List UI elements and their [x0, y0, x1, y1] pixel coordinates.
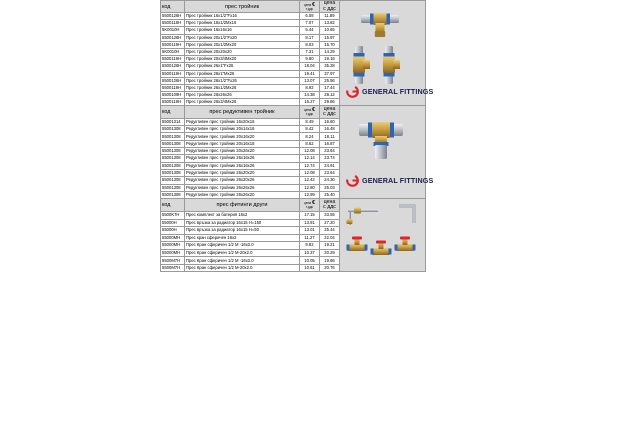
price-value: 8.24 — [300, 133, 320, 140]
product-name: Прес кран сферичен 16x2 — [185, 234, 300, 242]
price-with-vat: 24.30 — [320, 177, 340, 184]
price-with-vat: 11.89 — [320, 13, 340, 20]
product-name: Прес връзка за радиатор 16x15 Н=150 — [185, 219, 300, 227]
price-with-vat: 16.11 — [320, 133, 340, 140]
product-code: 55001308 — [161, 126, 185, 133]
product-code: 5500119Н — [161, 99, 185, 106]
price-with-vat: 10.65 — [320, 27, 340, 34]
price-with-vat: 16.87 — [320, 140, 340, 147]
product-name: Прес тройник 20x1/2Mx20 — [185, 41, 300, 48]
product-code: 5500М7Н — [161, 257, 185, 265]
price-value: 6.08 — [300, 13, 320, 20]
price-value: 8.42 — [300, 126, 320, 133]
price-with-vat: 35.28 — [320, 63, 340, 70]
product-code: 55000МН — [161, 242, 185, 250]
product-code: 5K0010Н — [161, 48, 185, 55]
price-value: 10.37 — [300, 249, 320, 257]
ball-valve-product-image — [346, 235, 368, 259]
price-with-vat: 17.44 — [320, 84, 340, 91]
price-with-vat: 19.66 — [320, 257, 340, 265]
price-with-vat: 23.64 — [320, 148, 340, 155]
ddc-label: цена — [323, 105, 336, 112]
column-ddc-header — [320, 106, 340, 118]
product-code: 55001308 — [161, 184, 185, 191]
product-name: Редуктивен прес тройник 26x16x26 — [185, 162, 300, 169]
price-with-vat: 29.86 — [320, 99, 340, 106]
product-code: 5500М7Н — [161, 264, 185, 272]
price-with-vat: 27.20 — [320, 219, 340, 227]
section-3-image-cell — [340, 199, 426, 272]
general-fittings-logo — [346, 85, 433, 98]
price-value: 19.41 — [300, 70, 320, 77]
price-value: 12.14 — [300, 155, 320, 162]
product-code: 55000МН — [161, 249, 185, 257]
price-label: цена — [304, 201, 312, 206]
price-value: 9.80 — [300, 56, 320, 63]
price-with-vat: 25.40 — [320, 191, 340, 198]
price-value: 10.61 — [300, 264, 320, 272]
price-with-vat: 19.21 — [320, 242, 340, 250]
price-value: 13.01 — [300, 227, 320, 235]
price-value: 17.15 — [300, 212, 320, 220]
product-code: 55001308 — [161, 148, 185, 155]
product-code: 55001308 — [161, 162, 185, 169]
product-code: 5500119Н — [161, 70, 185, 77]
price-value: 13.07 — [300, 77, 320, 84]
price-with-vat: 24.91 — [320, 162, 340, 169]
ddc-sub: с ддс — [323, 111, 336, 118]
product-name: Прес комплект за батерия 16x2 — [185, 212, 300, 220]
price-value: 10.05 — [300, 257, 320, 265]
product-name: Прес тройник 26x1/2"Fx26 — [185, 77, 300, 84]
product-code: 55001308 — [161, 155, 185, 162]
price-with-vat: 23.64 — [320, 169, 340, 176]
price-with-vat: 37.97 — [320, 70, 340, 77]
price-with-vat: 16.60 — [320, 118, 340, 125]
price-with-vat: 25.44 — [320, 227, 340, 235]
product-code: 55001308 — [161, 177, 185, 184]
ball-valve-product-image — [394, 235, 416, 259]
price-table — [160, 0, 434, 272]
product-code: 55000Н — [161, 227, 185, 235]
price-value: 7.31 — [300, 48, 320, 55]
product-name: Прес тройник 26x3/4Mx26 — [185, 99, 300, 106]
price-value: 12.08 — [300, 148, 320, 155]
ddc-label: цена — [323, 0, 336, 7]
general-fittings-logo-icon — [346, 174, 359, 187]
product-name: Редуктивен прес тройник 26x26x20 — [185, 191, 300, 198]
product-name: Прес тройник 26x1/2Mx26 — [185, 84, 300, 91]
price-with-vat: 14.29 — [320, 48, 340, 55]
product-name: Прес тройник 20x20x20 — [185, 48, 300, 55]
brand-name: GENERAL FITTINGS — [362, 87, 434, 96]
price-with-vat: 20.29 — [320, 249, 340, 257]
product-name: Прес връзка за радиатор 16x15 Н=50 — [185, 227, 300, 235]
price-table-body — [161, 0, 434, 272]
price-sub: т.ддс — [305, 205, 314, 210]
product-name: Прес тройник 16x1/2"Fx16 — [185, 13, 300, 20]
press-tee-side-product-image — [376, 45, 402, 87]
product-name: Прес Кран сферичен 1/2 М-20x2.0 — [185, 249, 300, 257]
column-code-header: код — [161, 199, 185, 212]
product-name: Прес Кран сферичен 1/2 М-20x2.0 — [185, 264, 300, 272]
price-with-vat: 23.74 — [320, 155, 340, 162]
section-header-row — [161, 199, 426, 212]
product-name: Прес тройник 20x3/4Mx20 — [185, 56, 300, 63]
price-with-vat: 19.16 — [320, 56, 340, 63]
section-title: прес тройник — [185, 1, 300, 13]
price-with-vat: 15.97 — [320, 34, 340, 41]
price-value: 7.07 — [300, 20, 320, 27]
section-title: прес фитинги други — [185, 199, 300, 212]
product-name: Редуктивен прес тройник 26x16x26 — [185, 155, 300, 162]
product-name: Прес тройник 26x1"Fx26 — [185, 63, 300, 70]
product-code: 5500109Н — [161, 92, 185, 99]
product-name: Прес тройник 20x1/2"Fx20 — [185, 34, 300, 41]
column-ddc-header — [320, 1, 340, 13]
price-value: 14.38 — [300, 92, 320, 99]
price-value: 12.80 — [300, 184, 320, 191]
price-value: 18.04 — [300, 63, 320, 70]
price-value: 9.82 — [300, 242, 320, 250]
general-fittings-logo — [346, 174, 433, 187]
product-code: 5500126Н — [161, 63, 185, 70]
price-currency: € — [312, 200, 315, 207]
price-value: 11.27 — [300, 234, 320, 242]
price-value: 8.62 — [300, 140, 320, 147]
price-value: 8.92 — [300, 84, 320, 91]
price-sub: т.ддс — [305, 6, 314, 11]
price-with-vat: 25.03 — [320, 184, 340, 191]
column-ddc-header — [320, 199, 340, 212]
product-name: Редуктивен прес тройник 16x20x16 — [185, 118, 300, 125]
reducing-tee-product-image — [358, 118, 404, 162]
price-label: цена — [304, 2, 312, 7]
product-code: 55001308 — [161, 191, 185, 198]
price-with-vat: 25.56 — [320, 77, 340, 84]
section-header-row — [161, 106, 426, 118]
price-value: 8.03 — [300, 41, 320, 48]
price-value: 12.08 — [300, 169, 320, 176]
product-code: 55001308 — [161, 169, 185, 176]
column-price-header — [300, 1, 320, 13]
radiator-connector-product-image — [346, 205, 392, 229]
section-2-image-cell — [340, 106, 434, 199]
price-currency: € — [312, 107, 315, 114]
price-value: 8.49 — [300, 118, 320, 125]
product-name: Редуктивен прес тройник 26x26x26 — [185, 184, 300, 191]
price-value: 12.99 — [300, 191, 320, 198]
product-name: Прес Кран сферичен 1/2 М -16x2.0 — [185, 257, 300, 265]
product-name: Прес тройник 26x26x26 — [185, 92, 300, 99]
price-value: 5.44 — [300, 27, 320, 34]
product-name: Прес тройник 16x1/2Mx16 — [185, 20, 300, 27]
product-name: Прес тройник 16x16x16 — [185, 27, 300, 34]
price-value: 12.74 — [300, 162, 320, 169]
section-1-image-cell — [340, 1, 434, 106]
product-code: 5500119Н — [161, 84, 185, 91]
column-code-header: код — [161, 1, 185, 13]
product-code: 55000МН — [161, 234, 185, 242]
brand-name: GENERAL FITTINGS — [362, 176, 434, 186]
section-title: прес редуктивен тройник — [185, 106, 300, 118]
product-code: 5500126Н — [161, 13, 185, 20]
column-code-header: код — [161, 106, 185, 118]
ddc-sub: с ддс — [323, 5, 336, 12]
product-code: 5500119Н — [161, 56, 185, 63]
bent-pipe-product-image — [396, 203, 418, 227]
price-value: 12.42 — [300, 177, 320, 184]
product-name: Редуктивен прес тройник 20x16x18 — [185, 140, 300, 147]
product-code: 5500K7Н — [161, 212, 185, 220]
product-code: 5K0010Н — [161, 27, 185, 34]
product-code: 5500118Н — [161, 20, 185, 27]
product-code: 55000Н — [161, 219, 185, 227]
product-code: 55001308 — [161, 133, 185, 140]
column-price-header — [300, 106, 320, 118]
product-code: 55001308 — [161, 140, 185, 147]
product-name: Редуктивен прес тройник 26x20x20 — [185, 169, 300, 176]
ddc-sub: с ддс — [323, 204, 336, 211]
price-label: цена — [304, 108, 312, 113]
press-tee-product-image — [360, 5, 400, 41]
price-list-sheet — [160, 0, 434, 272]
price-with-vat: 15.70 — [320, 41, 340, 48]
price-currency: € — [312, 1, 315, 8]
product-name: Редуктивен прес тройник 20x26x20 — [185, 148, 300, 155]
product-name: Редуктивен прес тройник 20x16x20 — [185, 133, 300, 140]
section-header-row — [161, 1, 426, 13]
product-code: 5500126Н — [161, 34, 185, 41]
product-name: Прес тройник 26x1"Mx26 — [185, 70, 300, 77]
product-name: Прес Кран сферичен 1/2 М -16x2.0 — [185, 242, 300, 250]
column-price-header — [300, 199, 320, 212]
product-code: 55001314 — [161, 118, 185, 125]
ball-valve-product-image — [370, 239, 392, 263]
ddc-label: цена — [323, 198, 336, 205]
price-sub: т.ддс — [305, 112, 314, 117]
price-value: 15.27 — [300, 99, 320, 106]
price-value: 8.17 — [300, 34, 320, 41]
price-with-vat: 33.55 — [320, 212, 340, 220]
price-with-vat: 28.12 — [320, 92, 340, 99]
general-fittings-logo-icon — [346, 85, 359, 98]
product-name: Редуктивен прес тройник 26x20x26 — [185, 177, 300, 184]
price-with-vat: 22.04 — [320, 234, 340, 242]
price-with-vat: 13.82 — [320, 20, 340, 27]
product-code: 5500119Н — [161, 41, 185, 48]
product-code: 5500126Н — [161, 77, 185, 84]
price-with-vat: 20.76 — [320, 264, 340, 272]
press-tee-vertical-product-image — [346, 45, 372, 87]
price-value: 13.91 — [300, 219, 320, 227]
price-with-vat: 16.48 — [320, 126, 340, 133]
product-name: Редуктивен прес тройник 20x14x16 — [185, 126, 300, 133]
